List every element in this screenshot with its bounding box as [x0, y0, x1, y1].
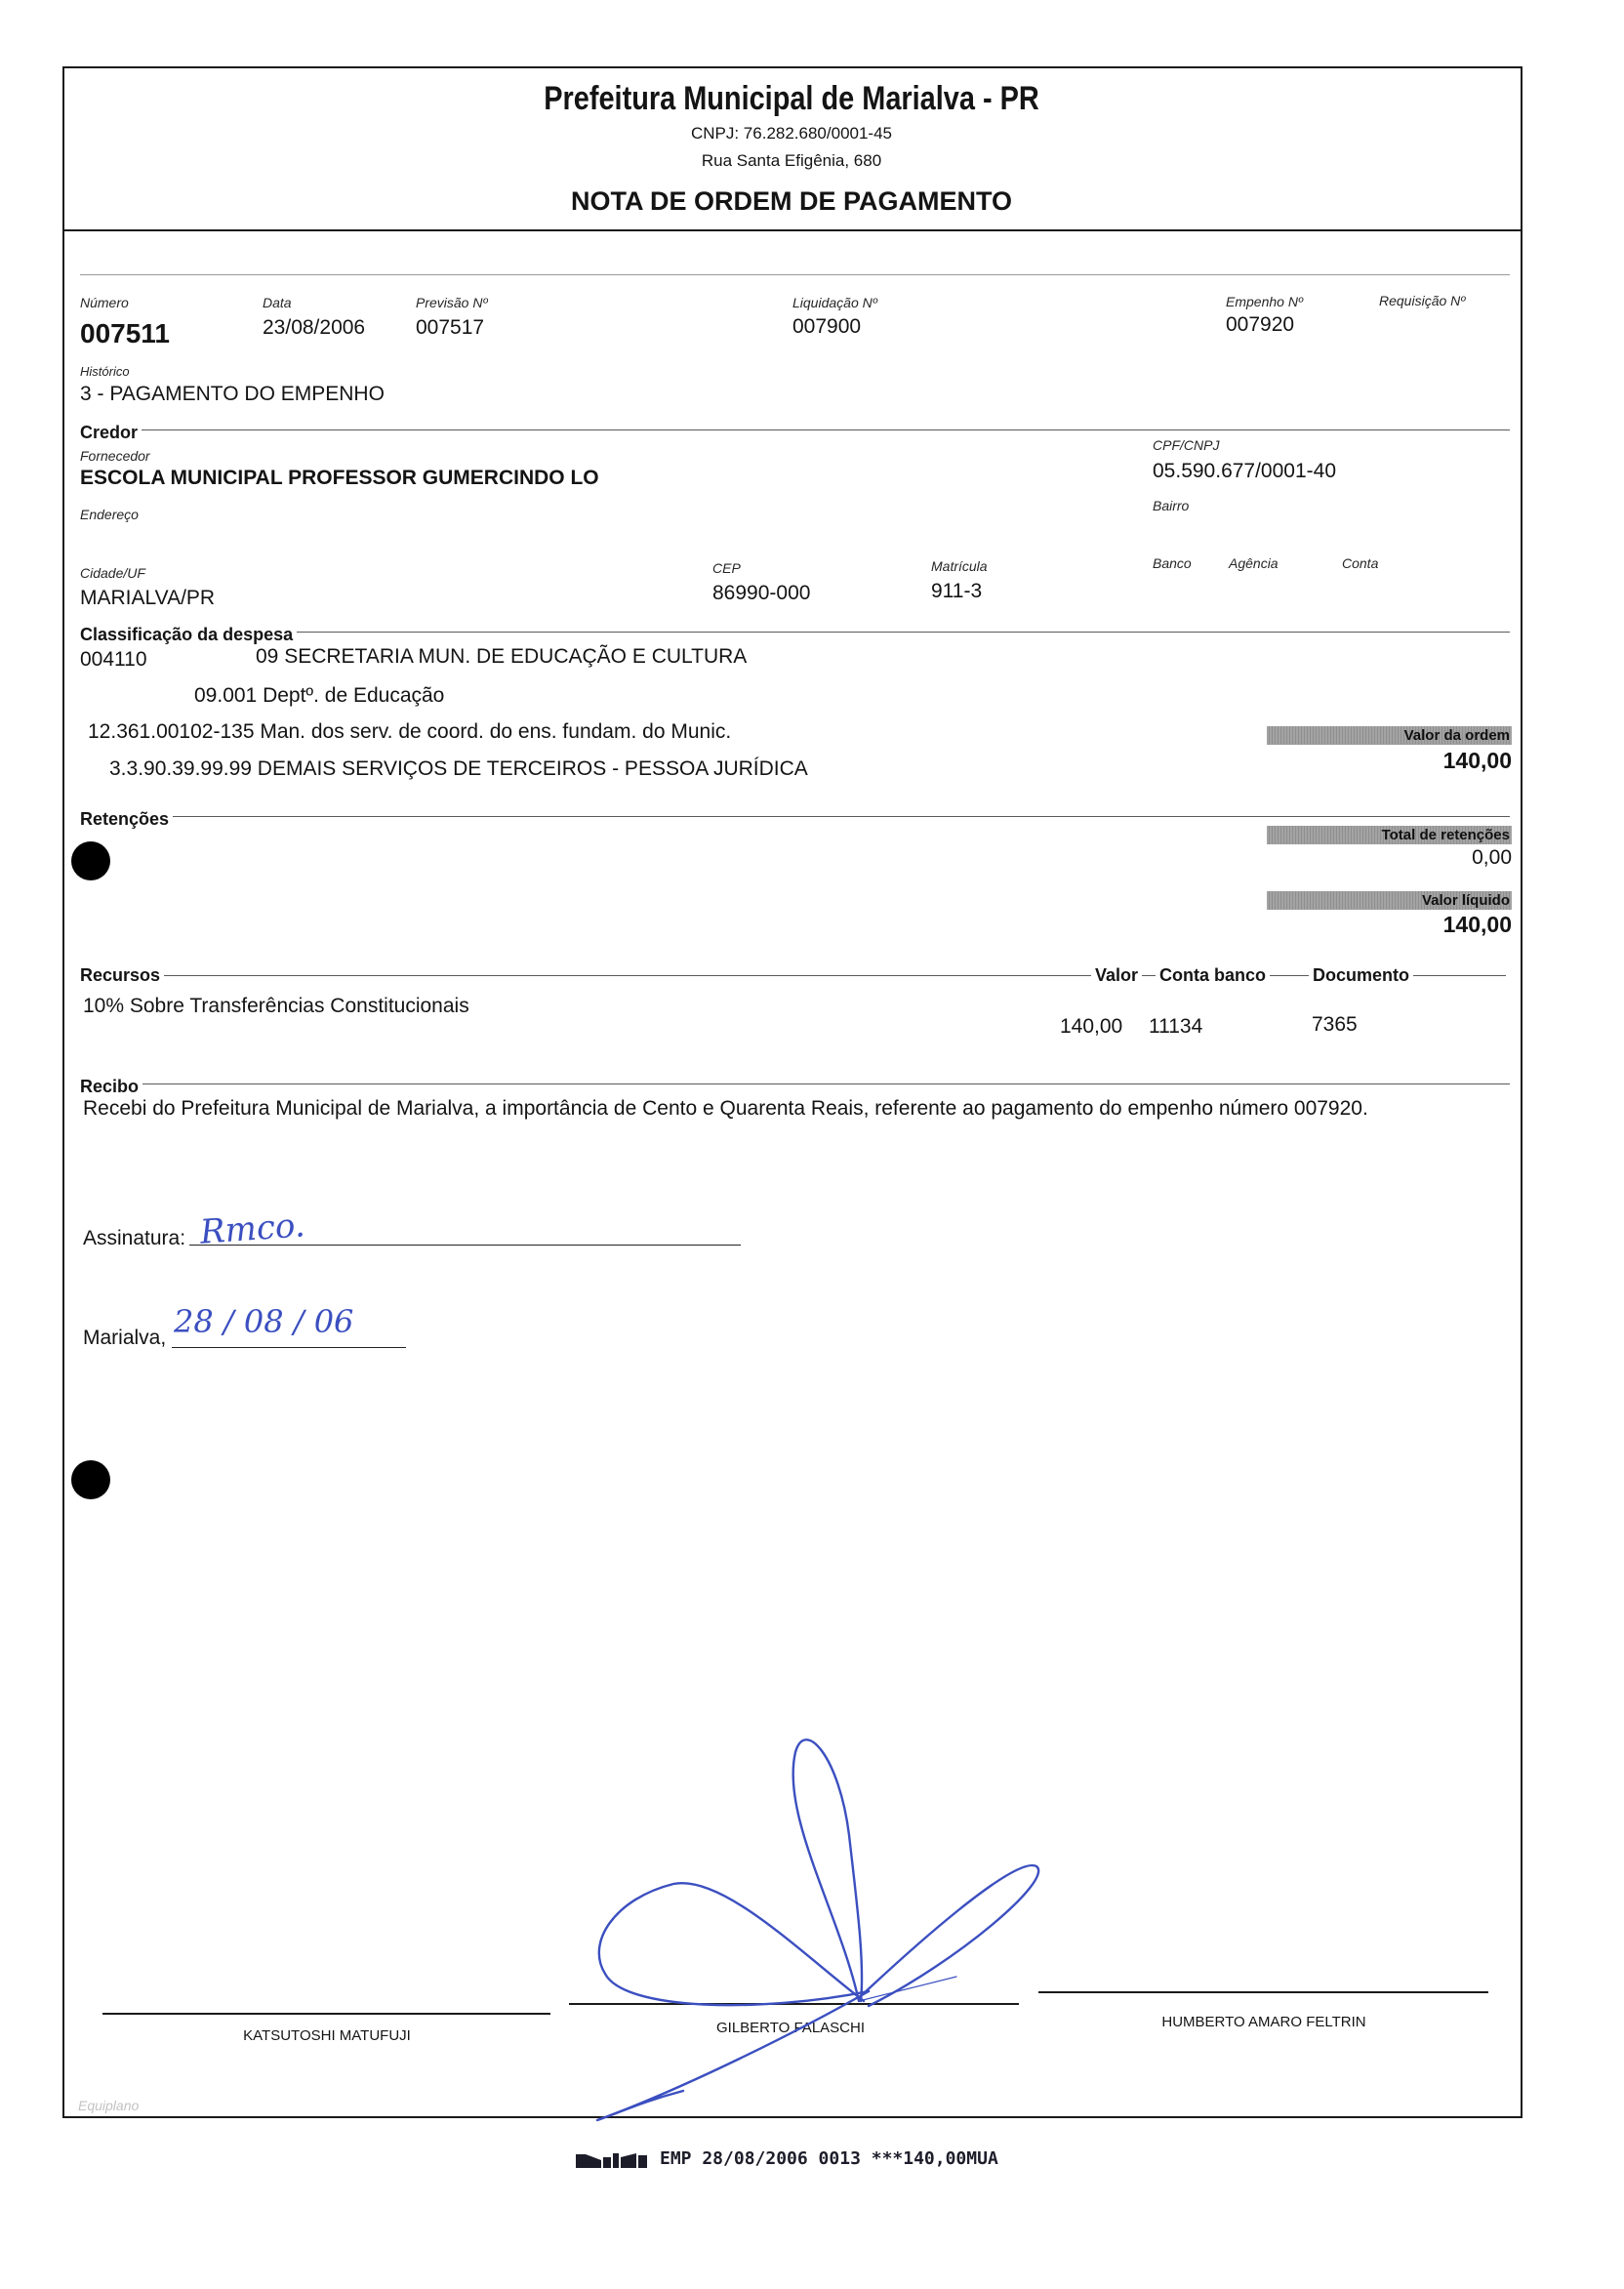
cep-label: CEP — [712, 560, 741, 576]
total-retencoes-label: Total de retenções — [1267, 826, 1512, 844]
recibo-text: Recebi do Prefeitura Municipal de Marialva, a importância de Cento e Quarenta Reais, referente ao pagamento do empenho número 007920. — [83, 1097, 1368, 1120]
signatory-2: GILBERTO FALASCHI — [716, 2020, 865, 2036]
matricula-value: 911-3 — [931, 580, 983, 602]
recurso-descricao: 10% Sobre Transferências Constitucionais — [83, 995, 469, 1017]
document-title: NOTA DE ORDEM DE PAGAMENTO — [570, 186, 1012, 216]
classificacao-unidade: 09.001 Deptº. de Educação — [194, 684, 445, 707]
software-watermark: Equiplano — [78, 2098, 140, 2113]
conta-label: Conta — [1342, 555, 1379, 571]
banco-label: Banco — [1153, 555, 1192, 571]
fornecedor-label: Fornecedor — [80, 448, 150, 464]
matricula-label: Matrícula — [931, 558, 988, 574]
data-label: Data — [263, 295, 292, 310]
fornecedor-name: ESCOLA MUNICIPAL PROFESSOR GUMERCINDO LO — [80, 467, 599, 489]
cidade-label: Cidade/UF — [80, 565, 145, 581]
previsao-number: 007517 — [416, 316, 485, 339]
previsao-label: Previsão Nº — [416, 295, 488, 310]
classificacao-section-title: Classificação da despesa — [80, 625, 294, 644]
requisicao-label: Requisição Nº — [1379, 293, 1466, 308]
signatory-1: KATSUTOSHI MATUFUJI — [243, 2027, 411, 2044]
cpf-cnpj-label: CPF/CNPJ — [1153, 437, 1220, 453]
recursos-section-title: Recursos — [80, 965, 161, 985]
credor-section-title: Credor — [80, 423, 139, 442]
classificacao-codigo: 004110 — [80, 648, 147, 671]
agencia-label: Agência — [1229, 555, 1279, 571]
data-recibo-handwritten: 28 / 08 / 06 — [174, 1303, 354, 1340]
valor-liquido-value: 140,00 — [1442, 912, 1512, 937]
local-label: Marialva, — [83, 1327, 167, 1349]
total-retencoes-value: 0,00 — [1472, 846, 1512, 869]
valor-liquido-label: Valor líquido — [1267, 891, 1512, 910]
assinatura-handwritten: Rmco. — [198, 1206, 306, 1252]
valor-ordem-value: 140,00 — [1442, 748, 1512, 773]
classificacao-funcional: 12.361.00102-135 Man. dos serv. de coord. do ens. fundam. do Munic. — [88, 720, 732, 743]
valor-ordem-label: Valor da ordem — [1267, 726, 1512, 745]
recurso-valor: 140,00 — [1060, 1015, 1123, 1038]
recibo-section-title: Recibo — [80, 1077, 140, 1096]
order-date: 23/08/2006 — [263, 316, 366, 339]
cpf-cnpj-value: 05.590.677/0001-40 — [1153, 460, 1337, 482]
assinatura-label: Assinatura: — [83, 1227, 186, 1249]
cep-value: 86990-000 — [712, 582, 811, 604]
municipality-address: Rua Santa Efigênia, 680 — [701, 151, 882, 170]
cidade-value: MARIALVA/PR — [80, 587, 216, 609]
recursos-col-conta-banco: Conta banco — [1158, 965, 1266, 985]
classificacao-orgao: 09 SECRETARIA MUN. DE EDUCAÇÃO E CULTURA — [256, 645, 748, 668]
signatory-3: HUMBERTO AMARO FELTRIN — [1161, 2014, 1366, 2030]
municipality-cnpj: CNPJ: 76.282.680/0001-45 — [690, 124, 893, 143]
retencoes-section-title: Retenções — [80, 809, 170, 829]
recurso-documento: 7365 — [1312, 1013, 1358, 1036]
recurso-conta-banco: 11134 — [1149, 1015, 1203, 1038]
recursos-col-documento: Documento — [1313, 965, 1409, 985]
liquidacao-number: 007900 — [792, 315, 862, 338]
recursos-col-valor: Valor — [1094, 965, 1138, 985]
historico-label: Histórico — [80, 364, 130, 379]
liquidacao-label: Liquidação Nº — [792, 295, 877, 310]
numero-label: Número — [80, 295, 129, 310]
empenho-number: 007920 — [1226, 313, 1295, 336]
classificacao-elemento: 3.3.90.39.99.99 DEMAIS SERVIÇOS DE TERCEIROS - PESSOA JURÍDICA — [109, 757, 808, 780]
order-number: 007511 — [80, 318, 170, 348]
stamp-logo-icon — [576, 2149, 648, 2171]
endereco-label: Endereço — [80, 507, 139, 522]
historico-value: 3 - PAGAMENTO DO EMPENHO — [80, 383, 385, 405]
municipality-title: Prefeitura Municipal de Marialva - PR — [544, 80, 1039, 117]
authentication-stamp: EMP 28/08/2006 0013 ***140,00MUA — [660, 2148, 998, 2169]
empenho-label: Empenho Nº — [1226, 294, 1304, 309]
bairro-label: Bairro — [1153, 498, 1190, 513]
